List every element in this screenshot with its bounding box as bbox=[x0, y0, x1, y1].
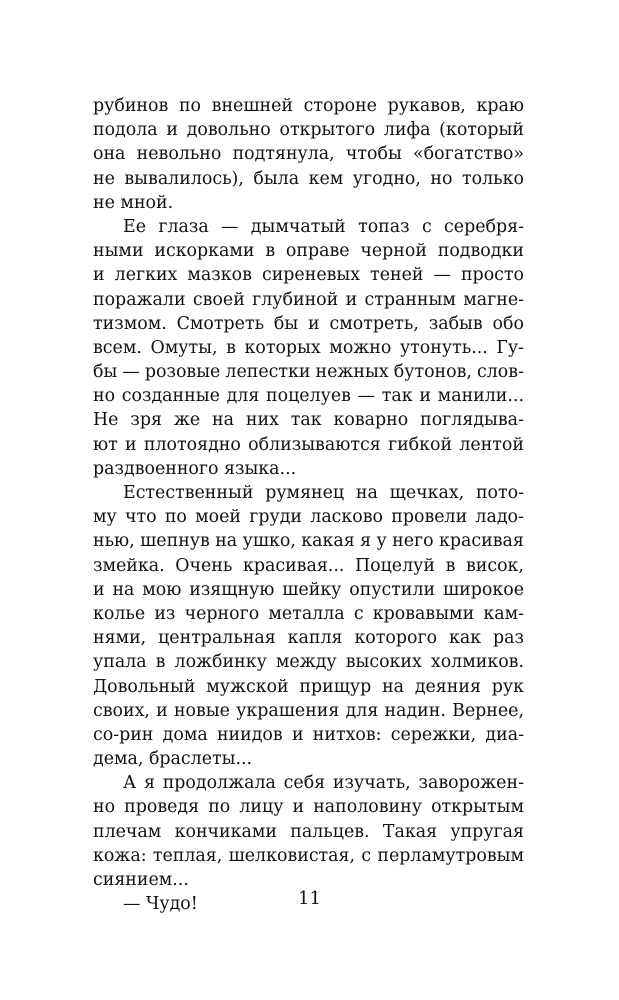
text-line: ют и плотоядно облизываются гибкой лентой bbox=[93, 434, 524, 455]
text-line: упала в ложбинку между высоких холмиков. bbox=[93, 652, 524, 673]
text-line: рубинов по внешней стороне рукавов, краю bbox=[93, 96, 524, 116]
text-line: кожа: теплая, шелковистая, с перламутровым bbox=[93, 845, 524, 866]
text-line: ными искорками в оправе черной подводки bbox=[93, 241, 524, 262]
text-line: Ее глаза — дымчатый топаз с серебря- bbox=[123, 216, 524, 237]
text-line: Довольный мужской прищур на деяния рук bbox=[93, 676, 524, 697]
text-line: не мной. bbox=[93, 192, 174, 213]
text-line: колье из черного металла с кровавыми кам- bbox=[93, 603, 524, 624]
text-line: сиянием... bbox=[93, 870, 189, 890]
text-line: дема, браслеты... bbox=[93, 749, 253, 770]
text-line: нью, шепнув на ушко, какая я у него красивая bbox=[93, 531, 524, 552]
text-line: Не зря же на них так коварно поглядыва- bbox=[93, 410, 524, 431]
text-line: подола и довольно открытого лифа (который bbox=[93, 120, 524, 141]
text-line: раздвоенного языка... bbox=[93, 458, 297, 479]
text-line: и легких мазков сиреневых теней — просто bbox=[93, 265, 524, 286]
text-line: бы — розовые лепестки нежных бутонов, слов- bbox=[93, 362, 524, 383]
text-line: не вывалилось), была кем угодно, но только bbox=[93, 168, 524, 189]
text-line: нями, центральная капля которого как раз bbox=[93, 628, 524, 649]
text-line: А я продолжала себя изучать, заворожен- bbox=[123, 773, 524, 794]
text-line: му что по моей груди ласково провели ладо- bbox=[93, 507, 524, 528]
text-line: но созданные для поцелуев — так и манили... bbox=[93, 386, 524, 407]
text-line: но проведя по лицу и наполовину открытым bbox=[93, 797, 524, 818]
text-line: Естественный румянец на щечках, пото- bbox=[123, 483, 524, 503]
body-text bbox=[93, 94, 524, 916]
page-number: 11 bbox=[298, 888, 321, 909]
text-line: своих, и новые украшения для надин. Вернее, bbox=[93, 700, 524, 721]
text-line: всем. Омуты, в которых можно утонуть... Гу- bbox=[93, 337, 524, 358]
text-line: змейка. Очень красивая... Поцелуй в висок, bbox=[93, 555, 524, 576]
text-line: плечам кончиками пальцев. Такая упругая bbox=[93, 821, 524, 842]
text-line: она невольно подтянула, чтобы «богатство» bbox=[93, 144, 524, 165]
text-line: — Чудо! bbox=[123, 894, 198, 915]
text-line: тизмом. Смотреть бы и смотреть, забыв обо bbox=[93, 313, 524, 334]
text-line: со-рин дома ниидов и нитхов: сережки, диа- bbox=[93, 724, 524, 745]
text-line: и на мою изящную шейку опустили широкое bbox=[93, 579, 524, 600]
text-line: поражали своей глубиной и странным магне- bbox=[93, 289, 524, 310]
